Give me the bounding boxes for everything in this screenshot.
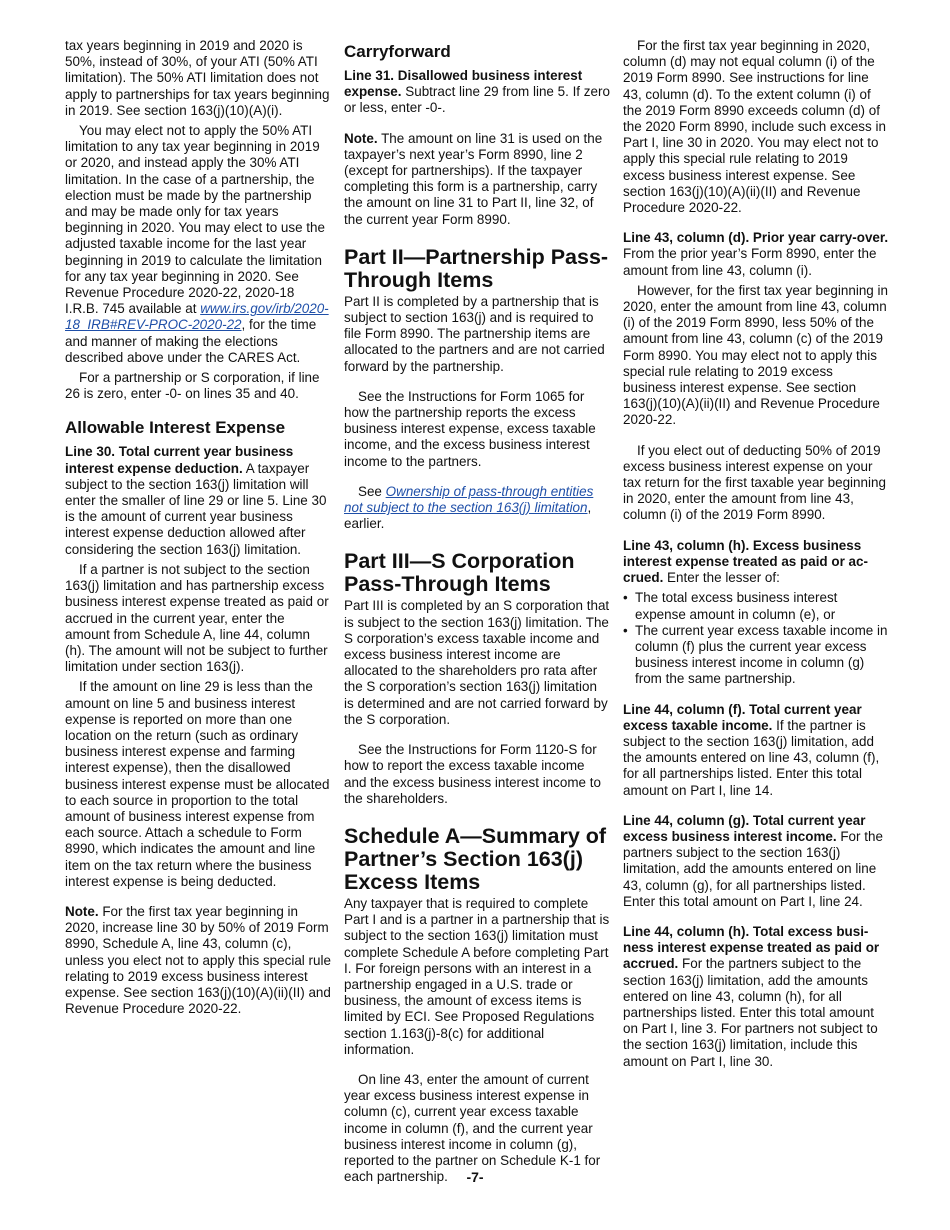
paragraph-partner-not-subject: If a partner is not subject to the section 163(j) limitation and has partnership excess business interest expense treated as paid or accrued in the current year, enter the amount from Schedule A, line 44, column (h). The amount will not be subject to further limitation under section 163(j). (65, 561, 329, 675)
bullet-icon: • (623, 622, 628, 638)
line44f-text: If the partner is subject to the section 163(j) limitation, add the amounts entered on line 43, column (f), for all partnerships listed. Enter this total amount on Part I, line 14. (623, 717, 880, 798)
line31-text: Subtract line 29 from line 5. If zero or less, enter -0-. (344, 84, 610, 116)
note-text: For the first tax year beginning in 2020, increase line 30 by 50% of 2019 Form 8990, Schedule A, line 43, column (c), unless you elect not to apply this special rule relating to 2019 excess business interest expense. See section 163(j)(10)(A)(ii)(II) and Revenue Procedure 2020-22. (65, 903, 331, 1017)
line30-lead: Line 30. Total current year business interest expense deduction. (65, 444, 294, 476)
line43h-lead: Line 43, column (h). Excess business interest expense treated as paid or ac-crued. (623, 537, 868, 586)
paragraph-note-line30 (65, 904, 331, 1017)
bullet-item (623, 590, 889, 622)
line44g-text: For the partners subject to the section 163(j) limitation, add the amounts entered on line 43, column (g), for all partnerships listed. Enter this total amount on Part I, line 24. (623, 828, 883, 909)
irb-link[interactable]: www.irs.gov/irb/2020-18_IRB#REV-PROC-2020-22 (65, 301, 329, 333)
line44h-text: For the partners subject to the section 163(j) limitation, add the amounts entered on line 43, column (h), for all partnerships listed. Enter this total amount on Part I, line 3. For partners not subject to the section 163(j) limitation, include this amount on Part I, line 30. (623, 956, 878, 1069)
paragraph-line44f (623, 702, 889, 799)
heading-part2: Part II—Partnership Pass-Through Items (344, 244, 609, 292)
paragraph-line44h (623, 924, 889, 1070)
paragraph-see-ownership (344, 484, 610, 533)
heading-carryforward: Carryforward (344, 42, 451, 61)
paragraph-allocate-disallowed: If the amount on line 29 is less than the amount on line 5 and business interest expense is reported on more than one location on the return (such as ordinary business interest expense and farming interest expense), then the disallowed business interest expense must be allocated to each source in proportion to the total amount of business interest expense from each source. Attach a schedule to Form 8990, which indicates the amount and line item on the tax return where the business interest expense is being deducted. (65, 679, 330, 889)
note-lead: Note. (65, 903, 99, 919)
bullet-text: The current year excess taxable income in column (f) plus the current year excess business interest income in column (g) from the same partnership. (635, 622, 888, 687)
heading-schedule-a: Schedule A—Summary of Partner’s Section 163(j) Excess Items (344, 823, 607, 894)
paragraph-line43h (623, 538, 889, 587)
paragraph-part2: Part II is completed by a partnership that is subject to section 163(j) and is required to file Form 8990. The partnership items are allocated to the partners and are not carried forward by the partnership. (344, 293, 605, 374)
bullet-icon: • (623, 590, 628, 606)
see-text: See (358, 483, 386, 499)
ownership-link[interactable]: Ownership of pass-through entities not subject to the section 163(j) limitation (344, 483, 594, 516)
line31-lead: Line 31. Disallowed business interest expense. (344, 68, 583, 100)
heading-allowable-interest-expense: Allowable Interest Expense (65, 418, 286, 438)
paragraph-form1120s: See the Instructions for Form 1120-S for how to report the excess taxable income and the excess business interest income to the shareholders. (344, 742, 601, 806)
paragraph-line43d (623, 230, 889, 279)
paragraph-however: However, for the first tax year beginning in 2020, enter the amount from line 43, column (i) of the 2019 Form 8990, less 50% of the amount from line 43, column (c) of the 2019 Form 8990. You may elect not to apply this special rule relating to 2019 excess business interest expense. See section 163(j)(10)(A)(ii)(II) and Revenue Procedure 2020-22. (623, 282, 888, 428)
line44g-lead: Line 44, column (g). Total current year excess business interest income. (623, 812, 866, 844)
paragraph-line30 (65, 444, 331, 557)
paragraph-partnership-line26: For a partnership or S corporation, if line 26 is zero, enter -0- on lines 35 and 40. (65, 370, 320, 402)
paragraph-line31 (344, 68, 610, 117)
see-text-end: , earlier. (344, 500, 592, 532)
line44f-lead: Line 44, column (f). Total current year excess taxable income. (623, 701, 862, 733)
line43d-lead: Line 43, column (d). Prior year carry-over. (623, 230, 889, 246)
paragraph-ati-limitation: tax years beginning in 2019 and 2020 is 50%, instead of 30%, of your ATI (50% ATI limitation). The 50% ATI limitation does not apply to partnerships for tax years beginning in 2019. See section 163(j)(10)(A)(i). (65, 38, 330, 118)
column-right (623, 38, 889, 1074)
bullet-item (623, 623, 889, 688)
paragraph-note-line31 (344, 131, 610, 228)
paragraph-text: , for the time and manner of making the elections described above under the CARES Act. (65, 317, 317, 365)
paragraph-text: You may elect not to apply the 50% ATI limitation to any tax year beginning in 2019 or 2020, and instead apply the 30% ATI limitation. In the case of a partnership, the election must be made by the partnership and may be made only for tax years beginning in 2020. You may elect to use the adjusted taxable income for the last year beginning in 2019 to calculate the limitation for any tax year beginning in 2020. See Revenue Procedure 2020-22, 2020-18 I.R.B. 745 available at (65, 123, 325, 317)
column-left (65, 38, 331, 1021)
line44h-lead: Line 44, column (h). Total excess busi-ness interest expense treated as paid or accrued. (623, 923, 880, 972)
paragraph-schedule-a: Any taxpayer that is required to complete Part I and is a partner in a partnership that is subject to the section 163(j) limitation must complete Schedule A before completing Part I. For foreign persons with an interest in a partnership engaged in a U.S. trade or business, the amount of excess items is limited by ECI. See Proposed Regulations section 1.163(j)-8(c) for additional information. (344, 895, 610, 1057)
line43d-text: From the prior year’s Form 8990, enter the amount from line 43, column (i). (623, 246, 877, 278)
page-number: -7- (466, 1169, 484, 1185)
note-lead: Note. (344, 130, 378, 146)
paragraph-line43: On line 43, enter the amount of current year excess business interest expense in column (c), current year excess taxable income in column (f), and the current year business interest income in column (g), reported to the partner on Schedule K-1 for each partnership. (344, 1071, 601, 1185)
bullet-text: The total excess business interest expense amount in column (e), or (635, 590, 838, 622)
paragraph-elect-not-apply (65, 123, 331, 366)
heading-part3: Part III—S Corporation Pass-Through Items (344, 549, 575, 597)
paragraph-first-tax-year: For the first tax year beginning in 2020, column (d) may not equal column (i) of the 2019 Form 8990. See instructions for line 43, column (d). To the extent column (i) of the 2019 Form 8990 exceeds column (d) of the 2020 Form 8990, include such excess in Part I, line 30 in 2020. You may elect not to apply this special rule relating to 2019 excess business interest expense. See section 163(j)(10)(A)(ii)(II) and Revenue Procedure 2020-22. (623, 38, 886, 216)
paragraph-form1065: See the Instructions for Form 1065 for how the partnership reports the excess business interest expense, excess taxable income, and the excess business interest income to the partners. (344, 388, 596, 469)
line43h-text: Enter the lesser of: (663, 570, 780, 586)
note-text: The amount on line 31 is used on the taxpayer’s next year’s Form 8990, line 2 (except for partnerships). If the taxpayer completing this form is a partnership, carry the amount on line 31 to Part II, line 32, of the current year Form 8990. (344, 130, 603, 227)
paragraph-part3: Part III is completed by an S corporation that is subject to the section 163(j) limitation. The S corporation’s excess taxable income and excess business interest income are allocated to the shareholders pro rata after the S corporation’s section 163(j) limitation is determined and are not carried forward by the S corporation. (344, 598, 610, 727)
paragraph-line44g (623, 813, 889, 910)
column-middle (344, 38, 610, 1189)
line30-text: A taxpayer subject to the section 163(j) limitation will enter the smaller of line 29 or line 5. Line 30 is the amount of current year business interest expense deduction allowed after considering the section 163(j) limitation. (65, 460, 327, 557)
paragraph-elect-out: If you elect out of deducting 50% of 2019 excess business interest expense on your tax return for the first taxable year beginning in 2020, enter the amount from line 43, column (i) of the 2019 Form 8990. (623, 442, 886, 523)
